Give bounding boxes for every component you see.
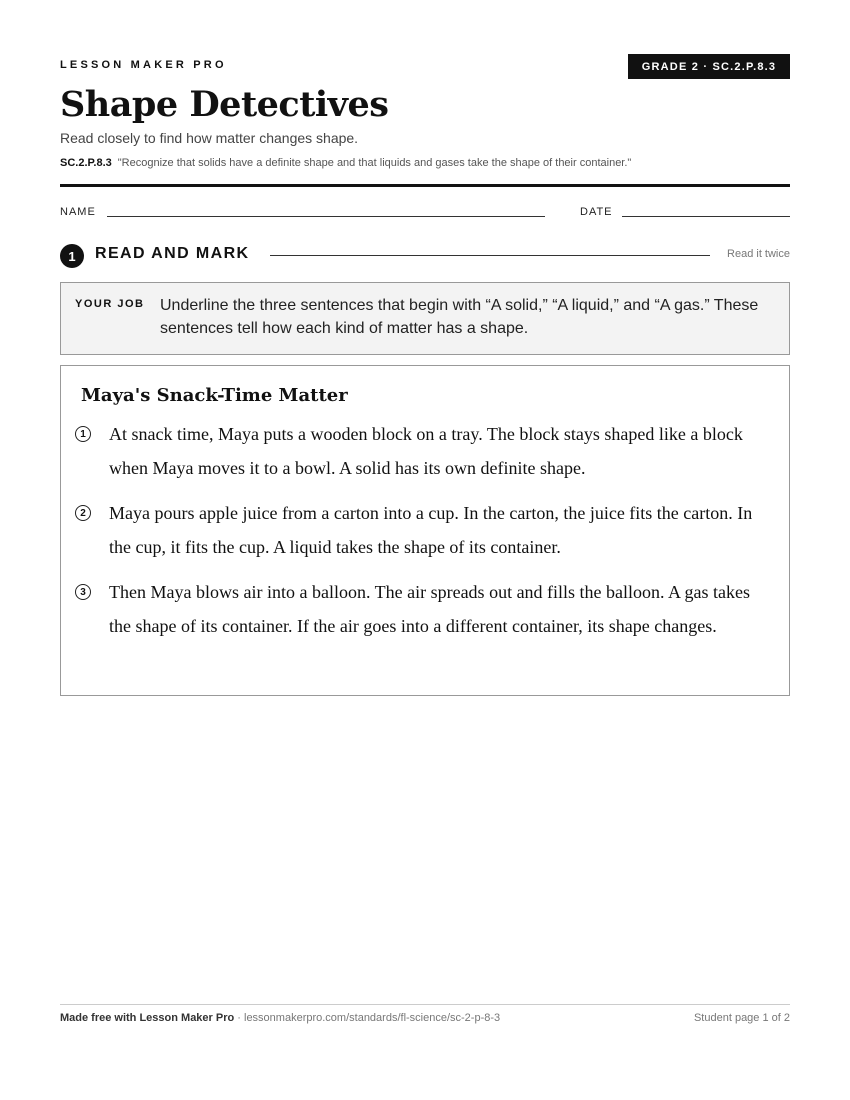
standard-code: SC.2.P.8.3 <box>60 157 112 169</box>
paragraph-number-icon: 2 <box>75 505 91 521</box>
paragraph-text[interactable]: Maya pours apple juice from a carton into a cup. In the carton, the juice fits the carton. In the cup, it fits the cup. A liquid takes the shape of its container. <box>109 503 753 557</box>
section-divider <box>270 255 710 256</box>
footer-made-with: Made free with Lesson Maker Pro <box>60 1012 235 1024</box>
paragraph-text[interactable]: Then Maya blows air into a balloon. The air spreads out and fills the balloon. A gas takes the shape of its container. If the air goes into a different container, its shape changes. <box>109 582 751 636</box>
standard-text: "Recognize that solids have a definite shape and that liquids and gases take the shape of their container." <box>117 157 632 169</box>
footer-divider <box>60 1004 790 1005</box>
page-subtitle: Read closely to find how matter changes shape. <box>60 130 359 146</box>
standard-line <box>60 157 631 169</box>
footer-url[interactable]: · lessonmakerpro.com/standards/fl-science/sc-2-p-8-3 <box>234 1012 501 1024</box>
section-note: Read it twice <box>727 248 790 260</box>
page-title: Shape Detectives <box>60 84 389 125</box>
paragraph-text[interactable]: At snack time, Maya puts a wooden block on a tray. The block stays shaped like a block when Maya moves it to a bowl. A solid has its own definite shape. <box>109 424 743 478</box>
section-number-badge: 1 <box>60 244 84 268</box>
grade-badge: GRADE 2 · SC.2.P.8.3 <box>628 54 790 79</box>
reading-passage <box>60 365 790 696</box>
date-field[interactable] <box>622 216 790 217</box>
page-indicator: Student page 1 of 2 <box>693 1012 790 1024</box>
section-title: READ AND MARK <box>95 245 250 262</box>
instructions-label: YOUR JOB <box>75 298 145 310</box>
name-label: NAME <box>60 206 96 218</box>
passage-title: Maya's Snack-Time Matter <box>81 385 348 406</box>
paragraph-number-icon: 3 <box>75 584 91 600</box>
paragraph-number-icon: 1 <box>75 426 91 442</box>
name-field[interactable] <box>107 216 545 217</box>
worksheet-page <box>60 0 790 1100</box>
header-divider <box>60 184 790 187</box>
instructions-text: Underline the three sentences that begin with “A solid,” “A liquid,” and “A gas.” These sentences tell how each kind of matter has a shape. <box>160 297 759 337</box>
footer-credit <box>60 1012 500 1024</box>
date-label: DATE <box>580 206 613 218</box>
brand-name: LESSON MAKER PRO <box>60 59 227 71</box>
instructions-box <box>60 282 790 355</box>
